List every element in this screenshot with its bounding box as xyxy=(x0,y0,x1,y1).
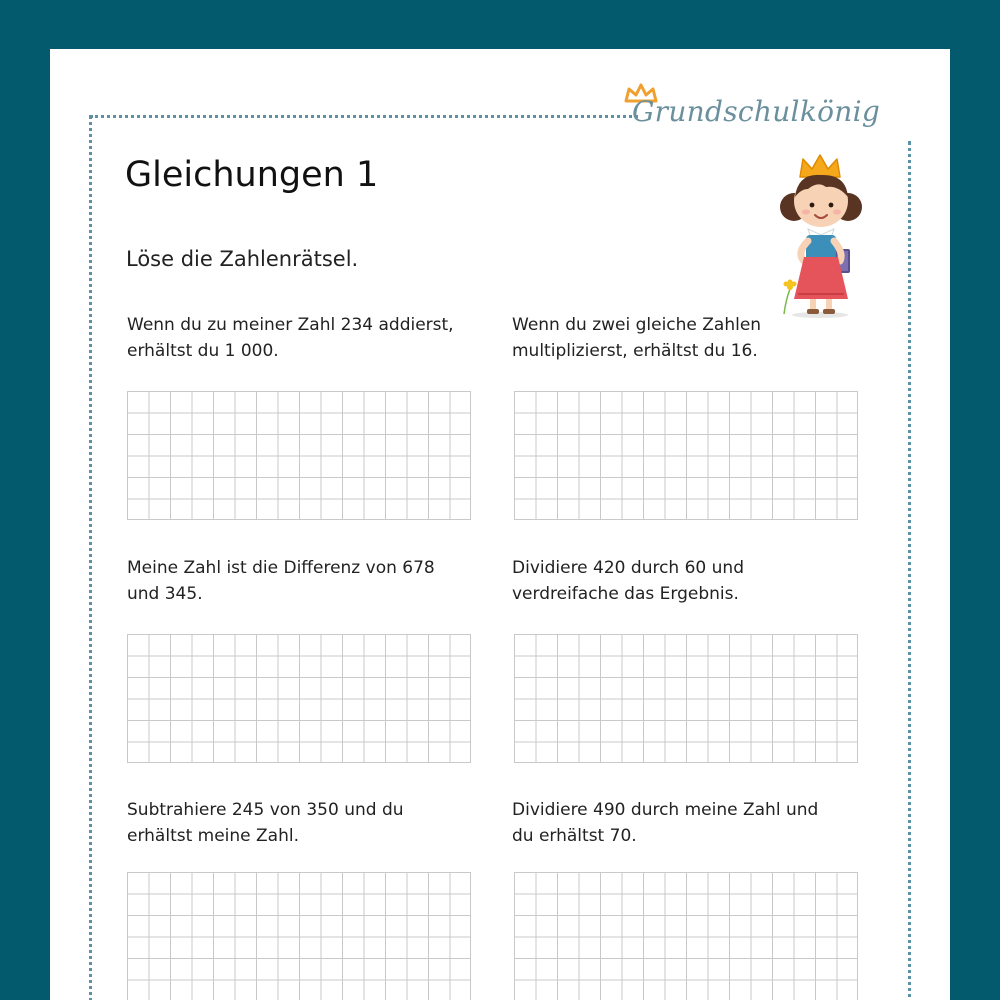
brand-logo xyxy=(632,95,932,135)
answer-grid-2[interactable] xyxy=(514,391,858,520)
dotted-frame-right xyxy=(908,141,911,1000)
task-3-text: Meine Zahl ist die Differenz von 678 und 345. xyxy=(127,558,435,604)
girl-mascot-illustration xyxy=(768,149,878,319)
task-5 xyxy=(127,797,487,849)
dotted-frame-top xyxy=(90,115,638,118)
dotted-frame-left xyxy=(89,115,92,1000)
answer-grid-3[interactable] xyxy=(127,634,471,763)
worksheet-page xyxy=(50,49,950,1000)
answer-grid-6[interactable] xyxy=(514,872,858,1000)
task-2-text: Wenn du zwei gleiche Zahlen multiplizierst, erhältst du 16. xyxy=(512,315,762,361)
task-6 xyxy=(512,797,872,849)
answer-grid-1[interactable] xyxy=(127,391,471,520)
page-title: Gleichungen 1 xyxy=(125,155,379,195)
brand-name: Grundschulkönig xyxy=(632,95,881,128)
answer-grid-5[interactable] xyxy=(127,872,471,1000)
task-2 xyxy=(512,312,872,364)
task-4 xyxy=(512,555,872,607)
task-4-text: Dividiere 420 durch 60 und verdreifache das Ergebnis. xyxy=(512,558,744,604)
task-3 xyxy=(127,555,487,607)
task-1 xyxy=(127,312,487,364)
task-1-text: Wenn du zu meiner Zahl 234 addierst, erhältst du 1 000. xyxy=(127,315,454,361)
task-5-text: Subtrahiere 245 von 350 und du erhältst meine Zahl. xyxy=(127,800,404,846)
instruction-text: Löse die Zahlenrätsel. xyxy=(126,247,359,271)
answer-grid-4[interactable] xyxy=(514,634,858,763)
task-6-text: Dividiere 490 durch meine Zahl und du erhältst 70. xyxy=(512,800,819,846)
